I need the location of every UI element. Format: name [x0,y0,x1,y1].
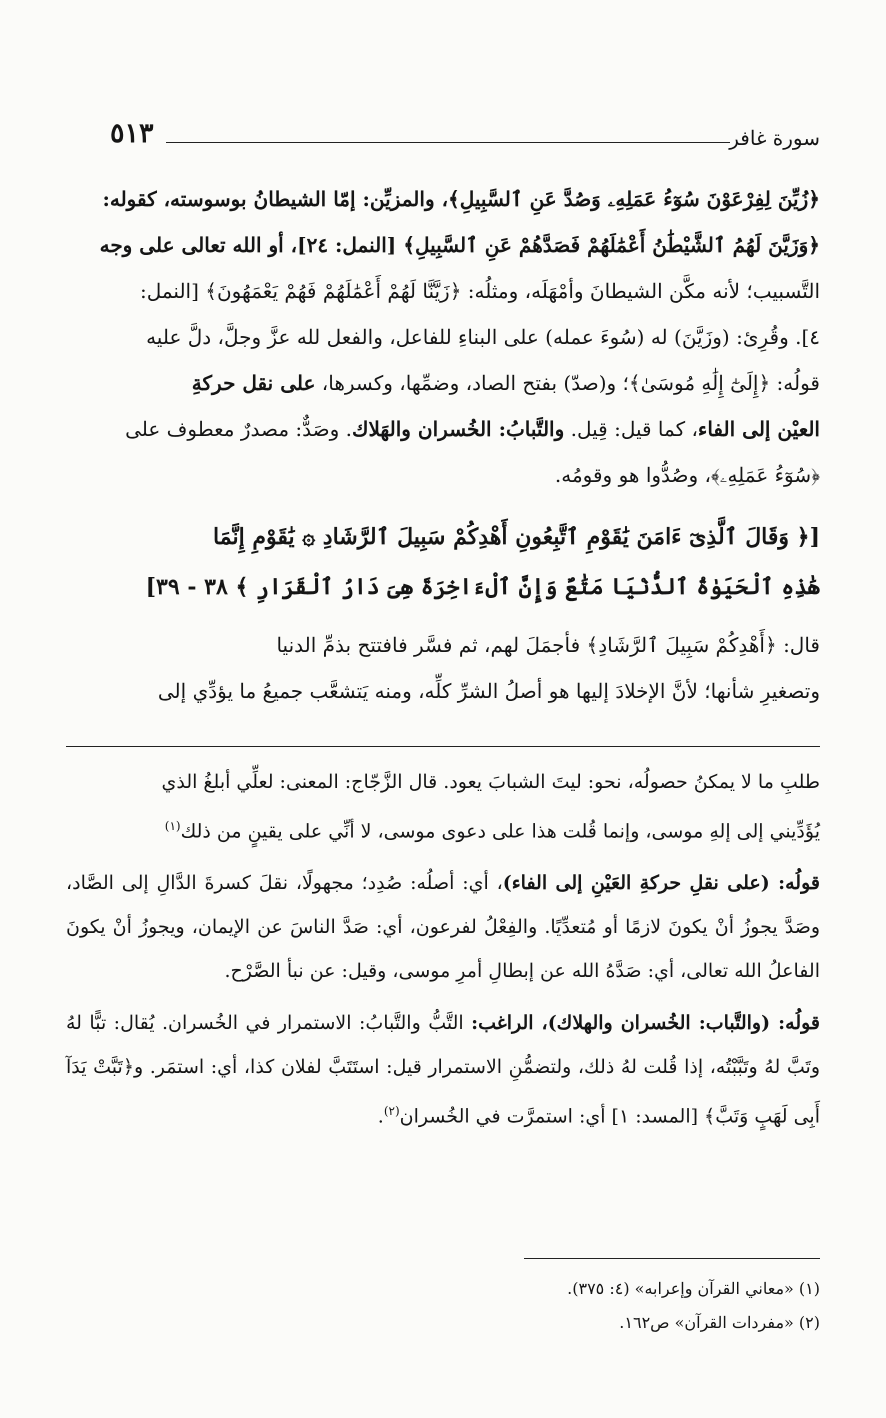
commentary-paragraph-2 [66,622,820,714]
text-line: ٤]. وقُرِئ: (وزَيَّنَ) له (سُوءَ عمله) على البناءِ للفاعل، والفعل لله عزَّ وجلَّ، دلَّ عليه [146,325,820,349]
page-number: ٥١٣ [110,118,154,149]
footnote-separator [524,1258,820,1259]
marginal-notes [66,760,820,1147]
text-line: ﴿وَزَيَّنَ لَهُمُ ٱلشَّيْطَٰنُ أَعْمَٰلَهُمْ فَصَدَّهُمْ عَنِ ٱلسَّبِيلِ﴾ [النمل: ٢٤]، أو الله تعالى على وجه [99,233,820,257]
note-continuation [66,760,820,853]
footnote-1: (١) «معاني القرآن وإعرابه» (٤: ٣٧٥). [567,1279,820,1298]
highlighted-phrase: العيْن إلى الفاء [697,417,820,441]
footnote-2: (٢) «مفردات القرآن» ص١٦٢. [619,1313,820,1332]
verse-line: هَٰذِهِ ٱلْحَيَوٰةُ ٱلدُّنْيَا مَتَٰعٌ وَإِنَّ ٱلْءَاخِرَةَ هِىَ دَارُ ٱلْقَرَارِ ﴾ ٣٨ - ٣٩] [145,574,820,600]
footnote-ref[interactable]: (١) [164,819,181,833]
surah-title: سورة غافر [729,126,820,150]
commentary-paragraph-1 [66,176,820,498]
text-line: قال: ﴿أَهْدِكُمْ سَبِيلَ ٱلرَّشَادِ﴾ فأجمَلَ لهم، ثم فسَّر فافتتح بذمِّ الدنيا [276,633,820,657]
text-line: وتصغيرِ شأنها؛ لأنَّ الإخلادَ إليها هو أصلُ الشرِّ كلِّه، ومنه يَتشعَّب جميعُ ما يؤدِّي إلى [157,679,820,703]
note-paragraph [66,861,820,993]
footnotes [66,1272,820,1340]
full-stop: . [377,1105,384,1128]
note-paragraph [66,1001,820,1138]
highlighted-phrase: على نقل حركةِ [191,371,316,395]
header-rule [166,142,730,143]
note-heading: قولُه: (والتَّباب: الخُسران والهلاك)، الراغب: [471,1012,821,1035]
note-body: التَّبُّ والتَّبابُ: الاستمرار في الخُسران. يُقال: تبًّا لهُ وتَبَّ لهُ وتَبَّبْتُه، إذا قُلت لهُ ذلك، ولتضمُّنِ الاستمرار قيل: استَتَبَّ لفلان كذا، أي: استمَر. و﴿تَبَّتْ يَدَآ أَبِى لَهَبٍ وَتَبَّ﴾ [المسد: ١] أي: استمرَّت في الخُسران [66,1012,820,1128]
marginal-notes-divider [66,746,820,747]
footnote-ref[interactable]: (٢) [383,1104,400,1119]
note-heading: قولُه: (على نقلِ حركةِ العَيْنِ إلى الفاء) [502,872,820,895]
note-body: ، أي: أصلُه: صُدِد؛ مجهولًا، نقلَ كسرةَ الدَّالِ إلى الصَّاد، وصَدَّ يجوزُ أنْ يكونَ لازمًا أو مُتعدِّيًا. والفِعْلُ لفرعون، أي: صَدَّ الناسَ عن الإيمان، ويجوزُ أنْ يكونَ الفاعلُ الله تعالى، أي: صَدَّهُ الله عن إبطالِ أمرِ موسى، وقيل: عن نبأ الصَّرْح. [66,872,820,983]
main-text [66,176,820,714]
quran-verse-block [66,512,820,612]
text-line: التَّسبيب؛ لأنه مكَّن الشيطانَ وأمْهَلَه، ومثلُه: ﴿زَيَّنَّا لَهُمْ أَعْمَٰلَهُمْ فَهُمْ يَعْمَهُونَ﴾ [النمل: [139,279,820,303]
text-line: يُؤَدِّيني إلى إلهِ موسى، وإنما قُلت هذا على دعوى موسى، لا أنِّي على يقينٍ من ذلك [180,820,820,843]
verse-line: [﴿ وَقَالَ ٱلَّذِىٓ ءَامَنَ يَٰقَوْمِ ٱتَّبِعُونِ أَهْدِكُمْ سَبِيلَ ٱلرَّشَادِ ۞ يَٰقَوْمِ إِنَّمَا [213,524,820,550]
text-line: ﴿سُوٓءُ عَمَلِهِۦ﴾، وصُدُّوا هو وقومُه. [554,463,820,487]
running-header [110,112,820,162]
highlighted-phrase: والتَّبابُ: الخُسران والهَلاك [352,417,565,441]
text-line: طلبِ ما لا يمكنُ حصولُه، نحو: ليتَ الشبابَ يعود. قال الزَّجّاج: المعنى: لعلِّي أبلغُ الذي [161,771,820,793]
text-line: ﴿زُيِّنَ لِفِرْعَوْنَ سُوٓءُ عَمَلِهِۦ وَصُدَّ عَنِ ٱلسَّبِيلِ﴾، والمزيِّن: إمّا الشيطانُ بوسوسته، كقوله: [102,187,820,211]
text-fragment: . وصَدٌّ: مصدرٌ معطوف على [125,417,353,441]
text-line: قولُه: ﴿إِلَىٰٓ إِلَٰهِ مُوسَىٰ﴾؛ و(صدّ) بفتح الصاد، وضمِّها، وكسرها، [315,371,820,395]
text-fragment: ، كما قيل: قِيل. [564,417,698,441]
